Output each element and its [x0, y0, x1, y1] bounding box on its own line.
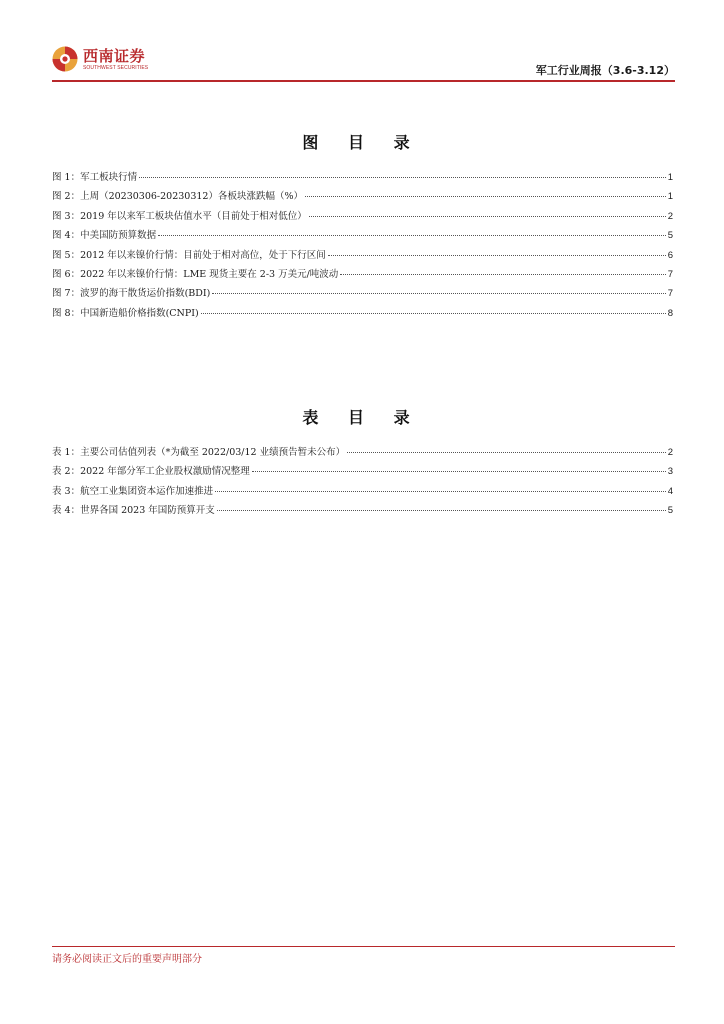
- figures-toc-list: [52, 169, 673, 324]
- toc-entry[interactable]: [52, 463, 673, 482]
- report-title: 军工行业周报（3.6-3.12）: [535, 64, 675, 77]
- toc-entry-page: 1: [667, 172, 673, 183]
- toc-entry-label: 图 1：军工板块行情: [52, 172, 138, 183]
- footer-disclaimer: 请务必阅读正文后的重要声明部分: [52, 954, 202, 965]
- toc-entry-page: 6: [667, 249, 673, 261]
- toc-entry-page: 7: [667, 268, 673, 280]
- toc-leader-dots: [139, 177, 666, 178]
- toc-entry-label: 图 2：上周（20230306-20230312）各板块涨跌幅（%）: [52, 191, 304, 203]
- logo-icon: [52, 46, 78, 72]
- toc-leader-dots: [158, 235, 666, 236]
- toc-entry-page: 7: [667, 288, 673, 300]
- toc-entry-label: 图 5：2012 年以来镍价行情：目前处于相对高位，处于下行区间: [52, 249, 326, 261]
- figures-toc-title: 图 目 录: [302, 133, 422, 152]
- toc-leader-dots: [201, 313, 666, 314]
- toc-entry-label: 表 2：2022 年部分军工企业股权激励情况整理: [52, 466, 250, 478]
- toc-leader-dots: [217, 510, 666, 511]
- logo-english-name: SOUTHWEST SECURITIES: [83, 64, 149, 71]
- toc-leader-dots: [309, 216, 666, 217]
- toc-entry[interactable]: [52, 188, 673, 207]
- toc-entry[interactable]: [52, 247, 673, 266]
- toc-entry-label: 图 3：2019 年以来军工板块估值水平（目前处于相对低位）: [52, 210, 307, 222]
- toc-leader-dots: [340, 274, 665, 275]
- toc-entry-label: 图 6：2022 年以来镍价行情：LME 现货主要在 2-3 万美元/吨波动: [52, 268, 339, 280]
- toc-entry[interactable]: [52, 169, 673, 188]
- toc-entry-page: 5: [667, 505, 673, 517]
- toc-entry-label: 表 1：主要公司估值列表（*为截至 2022/03/12 业绩预告暂未公布）: [52, 447, 346, 458]
- toc-leader-dots: [347, 452, 666, 453]
- toc-entry[interactable]: [52, 266, 673, 285]
- toc-entry-label: 表 4：世界各国 2023 年国防预算开支: [52, 505, 215, 517]
- toc-leader-dots: [212, 293, 665, 294]
- toc-entry-page: 4: [667, 485, 673, 497]
- toc-entry-page: 8: [667, 307, 673, 319]
- toc-entry[interactable]: [52, 483, 673, 502]
- toc-leader-dots: [305, 196, 666, 197]
- toc-entry-page: 5: [667, 230, 673, 242]
- toc-leader-dots: [328, 255, 666, 256]
- toc-entry[interactable]: [52, 285, 673, 304]
- toc-leader-dots: [252, 471, 666, 472]
- toc-entry-label: 图 7：波罗的海干散货运价指数(BDI): [52, 288, 211, 300]
- toc-entry-page: 1: [667, 191, 673, 203]
- toc-entry[interactable]: [52, 227, 673, 246]
- tables-toc-list: [52, 444, 673, 522]
- toc-entry[interactable]: [52, 305, 673, 324]
- toc-leader-dots: [215, 491, 666, 492]
- company-logo: [52, 42, 148, 76]
- toc-entry-label: 图 8：中国新造船价格指数(CNPI): [52, 307, 199, 319]
- toc-entry[interactable]: [52, 502, 673, 521]
- page-header: [52, 40, 675, 82]
- toc-entry-page: 3: [667, 466, 673, 478]
- header-divider: [52, 80, 675, 82]
- footer-divider: [52, 946, 675, 947]
- toc-entry[interactable]: [52, 208, 673, 227]
- toc-entry-label: 表 3：航空工业集团资本运作加速推进: [52, 485, 214, 497]
- toc-entry[interactable]: [52, 444, 673, 463]
- tables-toc-title: 表 目 录: [302, 408, 422, 427]
- logo-chinese-name: 西南证券: [83, 46, 146, 65]
- toc-entry-page: 2: [667, 210, 673, 222]
- toc-entry-label: 图 4：中美国防预算数据: [52, 230, 157, 242]
- toc-entry-page: 2: [667, 447, 673, 458]
